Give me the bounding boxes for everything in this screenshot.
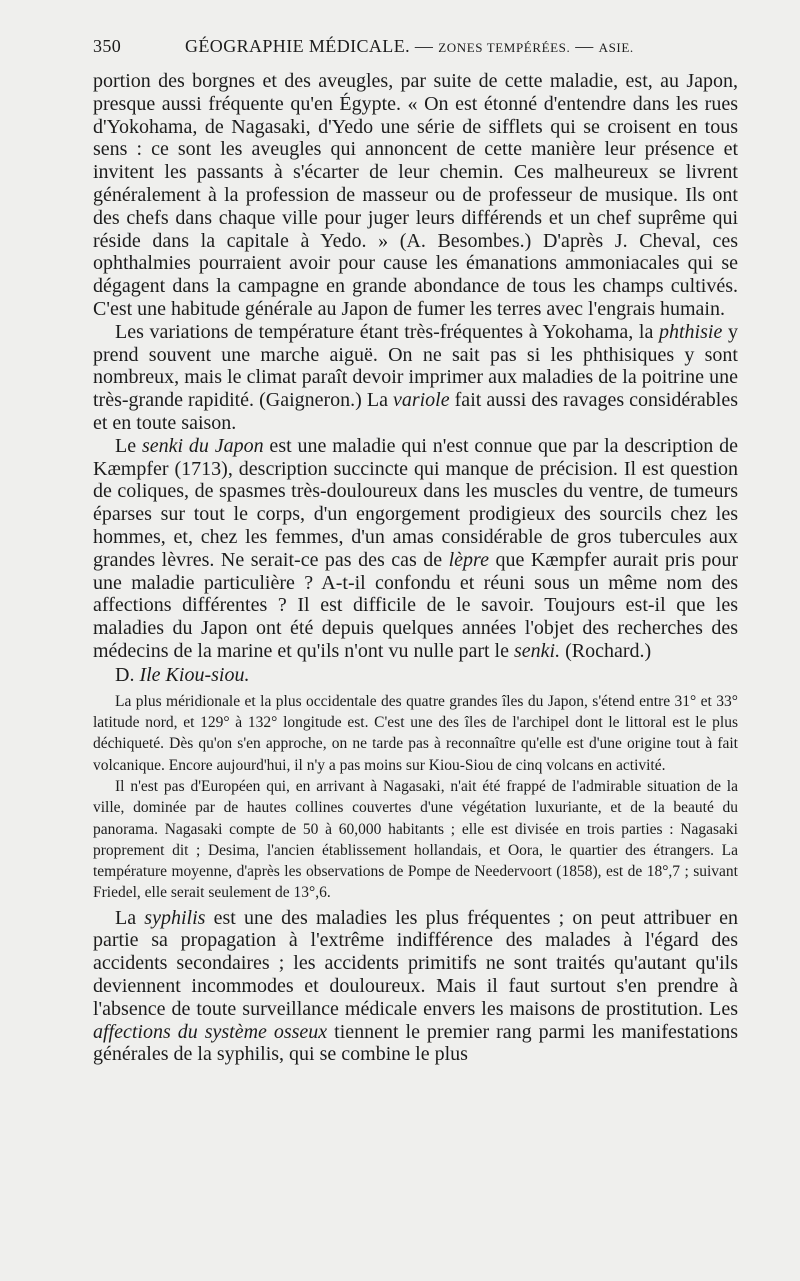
text-run: Le	[115, 434, 142, 457]
italic-term: variole	[392, 389, 450, 412]
page-body	[93, 70, 738, 1066]
paragraph-senki	[93, 435, 738, 663]
header-separator: —	[414, 36, 434, 56]
paragraph-blind-japan: portion des borgnes et des aveugles, par suite de cette maladie, est, au Japon, presque aussi fréquente qu'en Égypte. « On est étonné d'entendre dans les rues d'Yokohama, de Nagasaki, d'Yedo une série de sifflets qui se croisent en tous sens : ce sont les aveugles qui annoncent de cette manière leur présence et invitent les passants à s'écarter de leur chemin. Ces malheureux se livrent généralement à la profession de masseur ou de professeur de musique. Ils ont des chefs dans chaque ville pour juger leurs différends et un chef suprême qui réside dans la capitale à Yedo. » (A. Besombes.) D'après J. Cheval, ces ophthalmies pourraient avoir pour cause les émanations ammoniacales qui se dégagent dans la campagne en grande abondance de tous les champs cultivés. C'est une habitude générale au Japon de fumer les terres avec l'engrais humain.	[93, 70, 738, 320]
section-heading	[93, 663, 738, 687]
page-number: 350	[93, 36, 122, 56]
italic-term: senki.	[513, 639, 561, 662]
italic-term: phthisie	[659, 320, 723, 343]
text-run: fait aussi des ravages considérables et en toute saison.	[93, 389, 738, 434]
text-run: y prend souvent une marche aiguë. On ne sait pas si les phthisiques y sont nombreux, mais le climat paraît devoir imprimer aux maladies de la poitrine une très-grande rapidité. (Gaigneron.) La	[93, 320, 738, 412]
paragraph-phthisis	[93, 321, 738, 435]
text-run: (Rochard.)	[560, 639, 652, 662]
book-title: GÉOGRAPHIE MÉDICALE.	[185, 36, 410, 56]
note-nagasaki: Il n'est pas d'Européen qui, en arrivant à Nagasaki, n'ait été frappé de l'admirable situation de la ville, dominée par de hautes collines couvertes d'une végétation luxuriante, et de la beauté du panorama. Nagasaki compte de 50 à 60,000 habitants ; elle est divisée en trois parties : Nagasaki proprement dit ; Desima, l'ancien établissement hollandais, et Oora, le quartier des étrangers. La température moyenne, d'après les observations de Pompe de Needervoort (1858), est de 18°,7 ; suivant Friedel, elle serait seulement de 13°,6.	[93, 777, 738, 902]
note-geography: La plus méridionale et la plus occidentale des quatre grandes îles du Japon, s'étend entre 31° et 33° latitude nord, et 129° à 132° longitude est. C'est une des îles de l'archipel dont le littoral est le plus déchiqueté. Dès qu'on s'en approche, on ne tarde pas à reconnaître qu'elle est d'une origine tout à fait volcanique. Encore aujourd'hui, il n'y a pas moins sur Kiou-Siou de cinq volcans en activité.	[93, 692, 738, 774]
running-title	[185, 36, 634, 57]
text-run: est une des maladies les plus fréquentes ; on peut attribuer en partie sa propagation à l'extrême indifférence des malades à l'égard des accidents secondaires ; les accidents primitifs ne sont traités qu'autant qu'ils deviennent incommodes et douloureux. Mais il faut surtout s'en prendre à l'absence de toute surveillance médicale envers les maisons de prostitution. Les	[93, 906, 739, 1020]
running-header	[93, 36, 738, 62]
text-run: que Kæmpfer aurait pris pour une maladie particulière ? A-t-il confondu et réuni sous un même nom des affections différentes ? Il est difficile de le savoir. Toujours est-il que les maladies du Japon ont été depuis quelques années l'objet des recherches des médecins de la marine et qu'ils n'ont vu nulle part le	[93, 548, 738, 662]
section-letter: D.	[115, 663, 135, 686]
section-title-kiou-siou: Ile Kiou-siou.	[139, 663, 250, 686]
italic-term: senki du Japon	[141, 434, 264, 457]
header-separator: —	[575, 36, 594, 56]
italic-term: affections du système osseux	[93, 1020, 328, 1043]
text-run: est une maladie qui n'est connue que par la description de Kæmpfer (1713), description succincte qui manque de précision. Il est question de coliques, de spasmes très-douloureux dans les muscles du ventre, de tumeurs éparses sur tout le corps, d'un engorgement prodigieux des sourcils chez les hommes, et, chez les femmes, d'un amas considérable de gros tubercules aux grandes lèvres. Ne serait-ce pas des cas de	[93, 434, 738, 571]
italic-term: lèpre	[448, 548, 489, 571]
region-title: ASIE.	[598, 40, 634, 55]
text-run: Les variations de température étant très-fréquentes à Yokohama, la	[115, 320, 659, 343]
italic-term: syphilis	[144, 906, 206, 929]
text-run: La	[115, 906, 145, 929]
paragraph-syphilis	[93, 907, 738, 1067]
text-run: tiennent le premier rang parmi les manifestations générales de la syphilis, qui se combine le plus	[93, 1020, 738, 1066]
section-title: ZONES TEMPÉRÉES.	[438, 40, 571, 55]
